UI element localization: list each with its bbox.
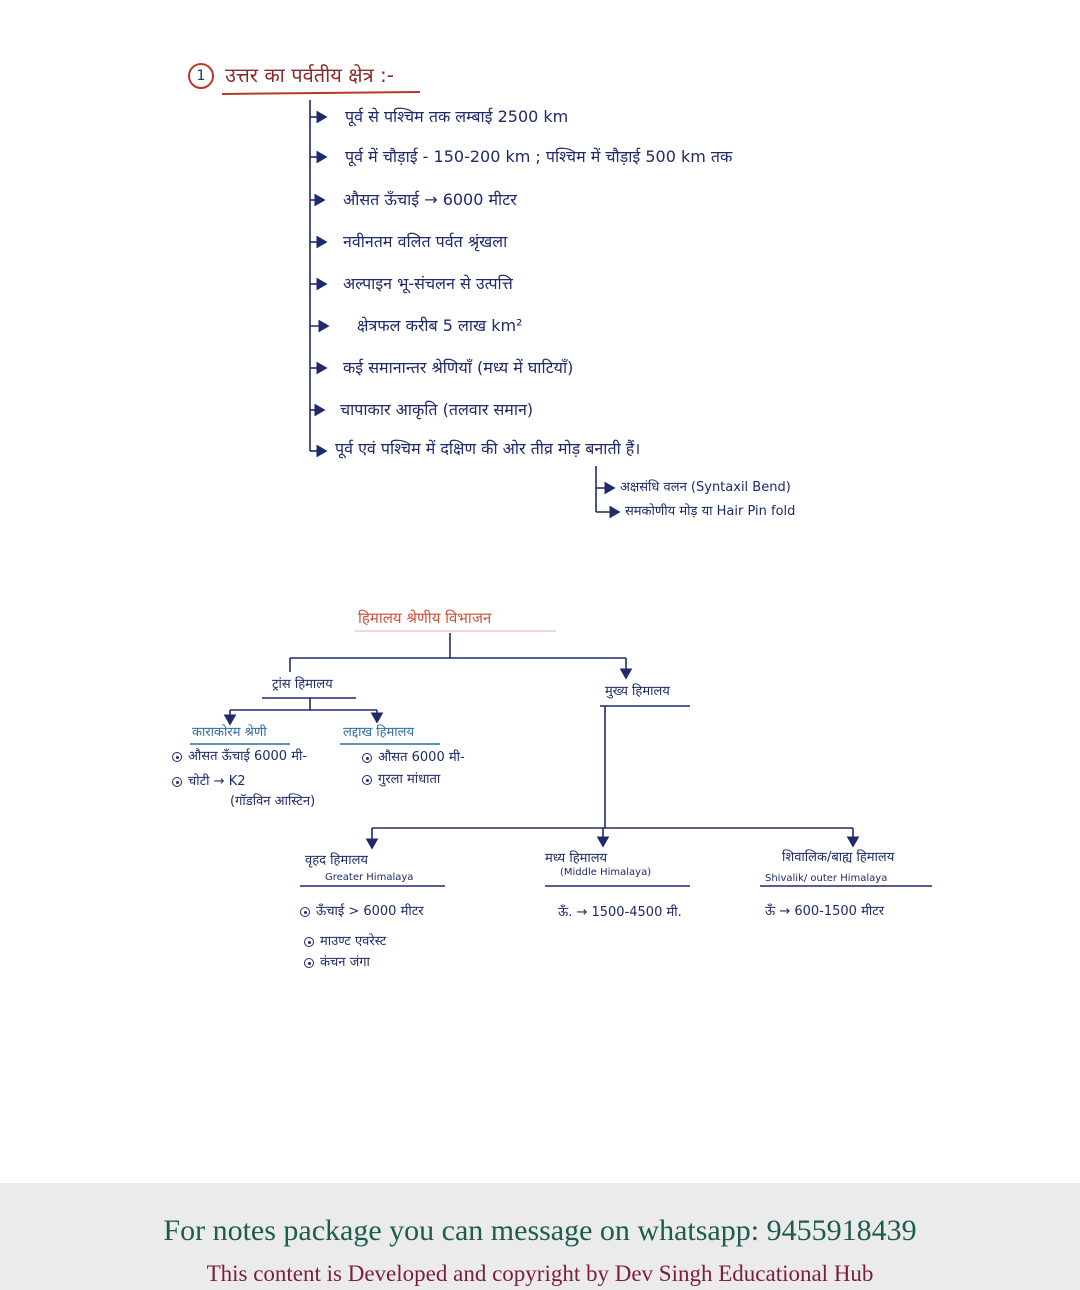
- bullet-icon: [304, 958, 314, 968]
- greater-peak-everest: माउण्ट एवरेस्ट: [320, 934, 387, 949]
- greater-himalaya-heading: वृहद हिमालय: [305, 853, 368, 868]
- feature-origin: अल्पाइन भू-संचलन से उत्पत्ति: [343, 274, 513, 293]
- bullet-icon: [362, 775, 372, 785]
- ladakh-peak: गुरला मांधाता: [378, 772, 441, 787]
- ladakh-heading: लद्दाख हिमालय: [343, 725, 415, 740]
- bullet-icon: [304, 937, 314, 947]
- page-title: उत्तर का पर्वतीय क्षेत्र :-: [225, 63, 394, 87]
- bend-syntaxial: अक्षसंधि वलन (Syntaxil Bend): [620, 480, 791, 495]
- karakoram-peak-name: (गॉडविन आस्टिन): [230, 794, 316, 809]
- feature-length: पूर्व से पश्चिम तक लम्बाई 2500 km: [345, 107, 569, 126]
- bullet-icon: [362, 753, 372, 763]
- footer-contact: For notes package you can message on whatsapp: 9455918439: [163, 1214, 917, 1247]
- karakoram-heading: काराकोरम श्रेणी: [192, 725, 267, 740]
- outer-height: ऊँ → 600-1500 मीटर: [765, 904, 885, 919]
- footer-band: [0, 1183, 1080, 1290]
- footer-copyright: This content is Developed and copyright by Dev Singh Educational Hub: [206, 1261, 874, 1286]
- feature-sharp-bend: पूर्व एवं पश्चिम में दक्षिण की ओर तीव्र मोड़ बनाती हैं।: [335, 439, 641, 458]
- bullet-icon: [172, 777, 182, 787]
- feature-width: पूर्व में चौड़ाई - 150-200 km ; पश्चिम में चौड़ाई 500 km तक: [345, 147, 733, 166]
- bullet-icon: [300, 907, 310, 917]
- bend-hairpin: समकोणीय मोड़ या Hair Pin fold: [625, 504, 796, 519]
- feature-avg-height: औसत ऊँचाई → 6000 मीटर: [343, 190, 517, 209]
- greater-height: ऊँचाई > 6000 मीटर: [316, 904, 424, 919]
- tree-root-heading: हिमालय श्रेणीय विभाजन: [358, 609, 492, 627]
- trans-himalaya-heading: ट्रांस हिमालय: [272, 677, 333, 692]
- feature-arc-shape: चापाकार आकृति (तलवार समान): [340, 400, 534, 419]
- outer-himalaya-heading: शिवालिक/बाह्य हिमालय: [782, 850, 895, 865]
- middle-himalaya-english: (Middle Himalaya): [560, 867, 652, 878]
- title-underline: [222, 92, 420, 94]
- main-himalaya-heading: मुख्य हिमालय: [605, 684, 670, 699]
- middle-height: ऊँ. → 1500-4500 मी.: [558, 905, 682, 920]
- feature-fold-range: नवीनतम वलित पर्वत श्रृंखला: [343, 232, 508, 251]
- feature-parallel-ranges: कई समानान्तर श्रेणियाँ (मध्य में घाटियाँ): [343, 358, 574, 377]
- karakoram-height: औसत ऊँचाई 6000 मी-: [188, 749, 308, 764]
- title-number: 1: [188, 63, 214, 89]
- greater-himalaya-english: Greater Himalaya: [325, 872, 414, 883]
- karakoram-peak: चोटी → K2: [188, 774, 246, 789]
- bullet-icon: [172, 752, 182, 762]
- feature-area: क्षेत्रफल करीब 5 लाख km²: [357, 316, 523, 335]
- ladakh-height: औसत 6000 मी-: [378, 750, 465, 765]
- middle-himalaya-heading: मध्य हिमालय: [545, 851, 608, 866]
- outer-himalaya-english: Shivalik/ outer Himalaya: [765, 873, 888, 884]
- greater-peak-kanchenjunga: कंचन जंगा: [320, 955, 370, 970]
